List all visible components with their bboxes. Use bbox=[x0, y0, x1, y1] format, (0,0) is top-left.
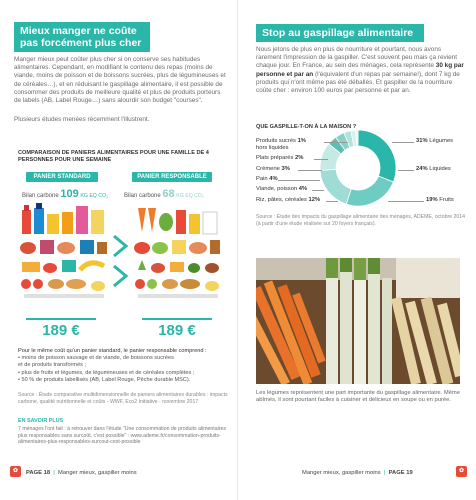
chart-title: QUE GASPILLE-T-ON À LA MAISON ? bbox=[256, 124, 357, 130]
source-note: Source : Étude comparative multidimensionnelle de paniers alimentaires durables : impacts carbone, qualité nutritionnelle et coûts - WWF, Eco2 Initiative - novembre 2017 bbox=[18, 392, 228, 405]
bottle-icon bbox=[176, 210, 186, 234]
carbon-unit: KG EQ CO₂ bbox=[176, 193, 204, 199]
waste-donut-chart bbox=[318, 128, 398, 208]
list-item: • plus de fruits et légumes, de légumineuses et de céréales complètes ; bbox=[18, 369, 195, 376]
footer-text: Manger mieux, gaspiller moins bbox=[302, 470, 381, 476]
lettuce-icon bbox=[188, 263, 200, 273]
list-item: • 50 % de produits labellisés (AB, Label Rouge, Pêche durable MSC). bbox=[18, 376, 191, 383]
box-icon bbox=[170, 262, 184, 272]
chart-label: Riz, pâtes, céréales 12% bbox=[256, 197, 321, 203]
page-number: PAGE 19 bbox=[388, 470, 413, 476]
more-info-text: 7 ménages l'ont fait : à retrouver dans l'étude "Une consommation de produits alimentaires plus responsables sans surcoût, c'est possible" : www.ademe.fr/consommation-produits-alimentaires-plus-responsables-surcout-cest-possible bbox=[18, 426, 226, 446]
cabbage-icon bbox=[159, 213, 173, 231]
intro-paragraph bbox=[256, 46, 466, 95]
beet-icon bbox=[151, 263, 165, 273]
arrow-icon bbox=[110, 230, 132, 290]
standard-price: 189 € bbox=[42, 322, 80, 339]
chicken-icon bbox=[57, 242, 75, 254]
responsible-basket-list bbox=[18, 348, 228, 384]
tomato-icon bbox=[134, 242, 150, 254]
list-lead: Pour le même coût qu'un panier standard, le panier responsable comprend : bbox=[18, 348, 207, 354]
brand-logo: ✿ bbox=[10, 466, 21, 477]
source-note: Source : Étude des impacts du gaspillage alimentaire des ménages, ADEME, octobre 2014 (à partir d'une étude réalisée sur 20 foyers français). bbox=[256, 214, 466, 227]
box-icon bbox=[62, 212, 73, 234]
photo-caption: Les légumes représentent une part importante du gaspillage alimentaire. Même abîmés, il sont pourtant faciles à cuisiner et délicieux en soupe ou en purée. bbox=[256, 390, 460, 404]
bottle-icon bbox=[22, 210, 31, 234]
meat-icon bbox=[20, 242, 36, 254]
chart-label: 19% Fruits bbox=[426, 197, 454, 203]
intro-text: Nous jetons de plus en plus de nourriture et pourtant, nous avons rarement l'impression de la gaspiller. C'est souvent peu mais ça revient chaque jour. En France, au sein des ménages, cela représente bbox=[256, 46, 457, 70]
lemon-icon bbox=[205, 281, 219, 291]
bread-icon bbox=[180, 279, 200, 289]
jar-icon bbox=[172, 240, 186, 254]
standard-carbon bbox=[22, 188, 108, 200]
footer: PAGE 18 | Manger mieux, gaspiller moins bbox=[26, 470, 137, 476]
chart-label: Crèmerie 3% bbox=[256, 166, 290, 172]
apple-icon bbox=[135, 279, 145, 289]
right-page bbox=[238, 0, 476, 500]
donut-slice-l-gumes bbox=[358, 130, 396, 182]
list-item: et de produits transformés ; bbox=[18, 362, 87, 369]
bottle-icon bbox=[34, 208, 44, 234]
vegetables-photo bbox=[256, 258, 460, 384]
footer-text: Manger mieux, gaspiller moins bbox=[58, 470, 137, 476]
box-icon bbox=[40, 240, 54, 254]
chart-label: Pain 4% bbox=[256, 176, 278, 182]
potato-icon bbox=[205, 263, 219, 273]
intro-paragraph-2: Plusieurs études menées récemment l'illustrent. bbox=[14, 116, 150, 123]
donut-slice-fruits bbox=[320, 169, 351, 204]
tomato-icon bbox=[43, 263, 57, 273]
carbon-value: 109 bbox=[60, 188, 79, 200]
banana-icon bbox=[80, 263, 104, 270]
box-icon bbox=[62, 260, 76, 272]
intro-highlight: 30 kg par personne et par an bbox=[256, 62, 464, 78]
chart-label: 24% Liquides bbox=[416, 166, 451, 172]
carbon-unit: KG EQ CO₂ bbox=[80, 193, 109, 199]
more-info-title: EN SAVOIR PLUS bbox=[18, 418, 64, 424]
can-icon bbox=[80, 240, 94, 254]
standard-basket-label: PANIER STANDARD bbox=[26, 172, 98, 182]
chart-label: 31% Légumes bbox=[416, 138, 454, 144]
responsible-carbon bbox=[124, 188, 204, 200]
responsible-basket-label: PANIER RESPONSABLE bbox=[132, 172, 212, 182]
responsible-price: 189 € bbox=[158, 322, 196, 339]
carrot-icon bbox=[148, 208, 156, 232]
carbon-prefix: Bilan carbone bbox=[22, 193, 59, 199]
lemon-icon bbox=[91, 281, 105, 291]
list-item: • moins de poisson sauvage et de viande, de boissons sucrées bbox=[18, 355, 174, 362]
intro-rest: (l'équivalent d'un repas par semaine!), dont 7 kg de produits qui n'ont même pas été déballés. Et gaspiller de la nourriture coûte cher : environ 100 euros par personne et par an. bbox=[256, 70, 460, 95]
bread-icon bbox=[162, 279, 178, 289]
brand-logo: ✿ bbox=[456, 466, 467, 477]
apple-icon bbox=[21, 279, 31, 289]
carrot-icon bbox=[138, 208, 146, 232]
footer: Manger mieux, gaspiller moins | PAGE 19 bbox=[302, 470, 413, 476]
standard-basket-illustration bbox=[18, 200, 110, 308]
box-icon bbox=[47, 214, 59, 234]
jar-icon bbox=[210, 240, 220, 254]
pepper-icon bbox=[152, 242, 168, 254]
chart-label: Viande, poisson 4% bbox=[256, 186, 308, 192]
box-icon bbox=[22, 262, 40, 272]
chart-label: Produits sucrés 1% hors liquides bbox=[256, 138, 306, 151]
carbon-prefix: Bilan carbone bbox=[124, 193, 161, 199]
page-title: Stop au gaspillage alimentaire bbox=[256, 24, 424, 42]
page-title: Mieux manger ne coûte pas forcément plus cher bbox=[14, 22, 150, 52]
bread-icon bbox=[66, 279, 86, 289]
chart-label: Plats préparés 2% bbox=[256, 155, 304, 161]
apple-icon bbox=[33, 279, 43, 289]
bottle-icon bbox=[76, 206, 88, 234]
comparison-title: COMPARAISON DE PANIERS ALIMENTAIRES POUR UNE FAMILLE DE 4 PERSONNES POUR UNE SEMAINE bbox=[18, 150, 209, 163]
leek-icon bbox=[138, 260, 146, 270]
apple-icon bbox=[147, 279, 157, 289]
jar-icon bbox=[97, 242, 107, 254]
chicken-icon bbox=[189, 242, 207, 254]
carton-icon bbox=[203, 212, 217, 234]
cheese-icon bbox=[91, 210, 104, 234]
intro-paragraph: Manger mieux peut coûter plus cher si on conserve ses habitudes alimentaires. Cependant, en modifiant le contenu des repas (moins de viande, moins de poisson et de boissons sucrées, plus de légumineuses et de céréales…), et en réduisant le gaspillage alimentaire, il est possible de consommer des produits de meilleure qualité et plus de produits porteurs de labels (AB, Label Rouge…) sans alourdir son budget "courses". bbox=[14, 56, 226, 105]
box-icon bbox=[189, 214, 200, 234]
responsible-basket-illustration bbox=[132, 200, 224, 308]
page-number: PAGE 18 bbox=[26, 470, 51, 476]
bread-icon bbox=[48, 279, 64, 289]
carbon-value: 68 bbox=[162, 188, 175, 200]
donut-slice-liquides bbox=[346, 176, 393, 206]
